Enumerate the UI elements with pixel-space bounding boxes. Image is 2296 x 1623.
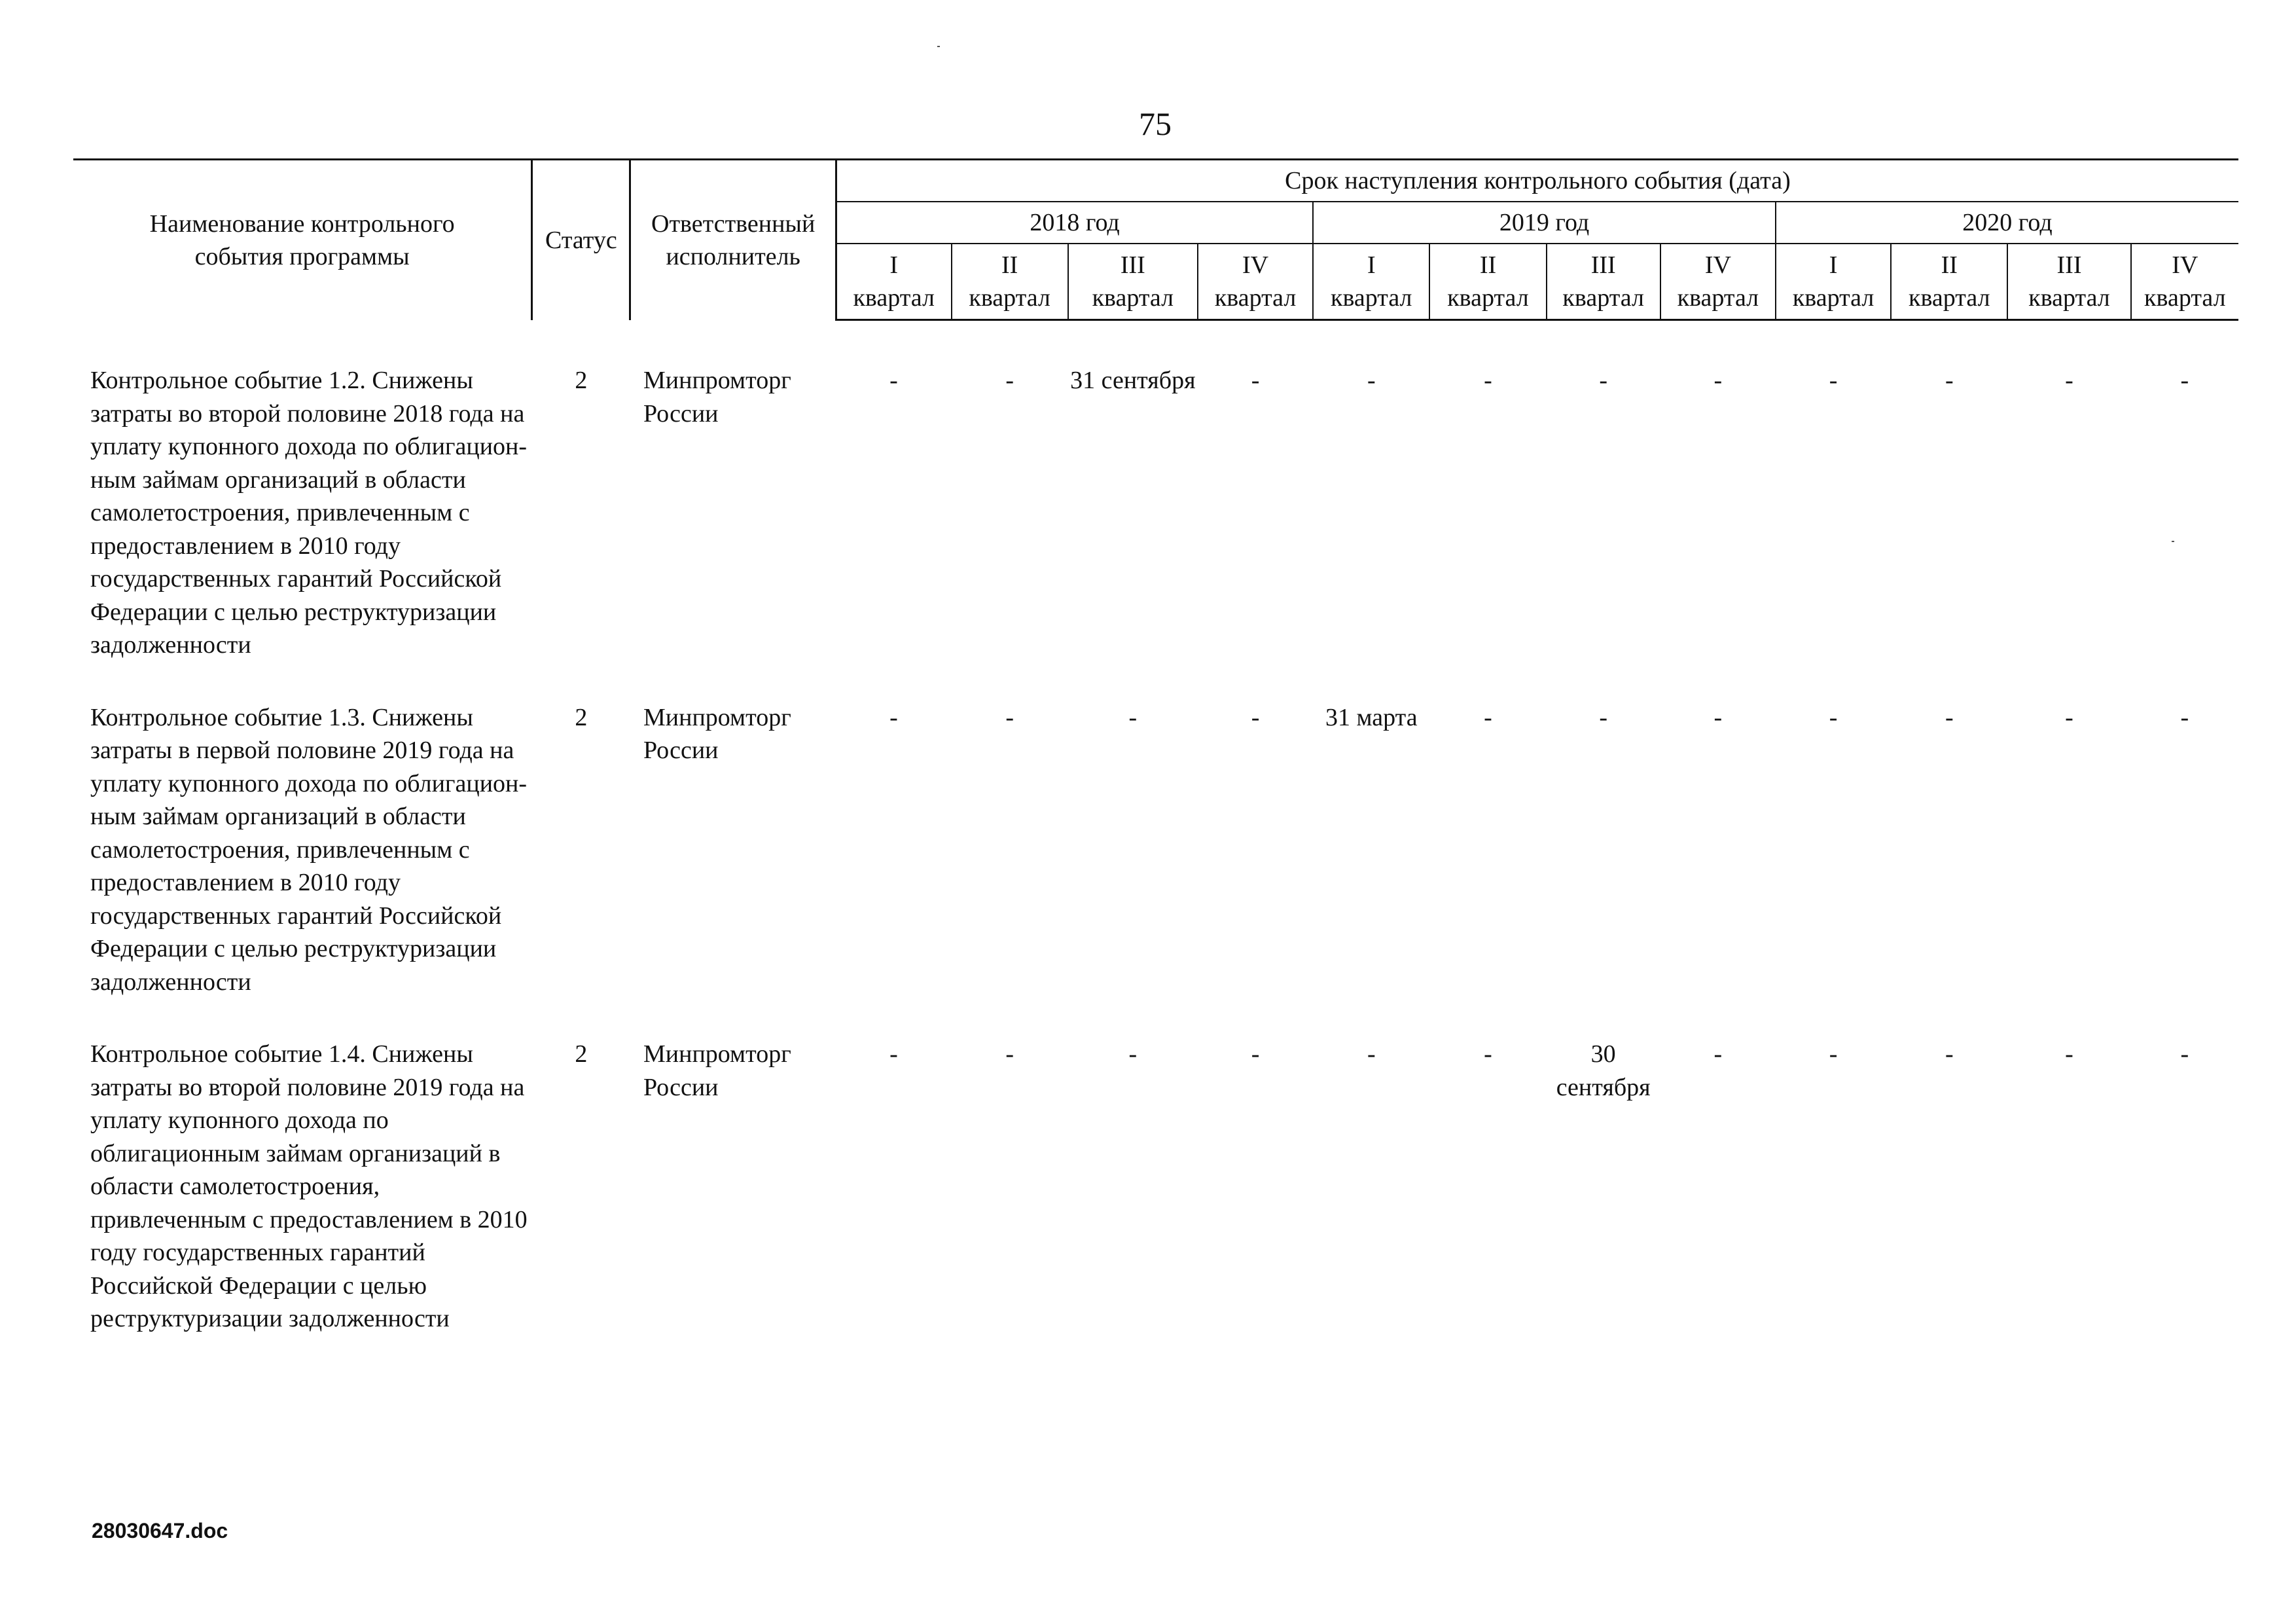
- quarter-numeral: II: [1479, 251, 1497, 279]
- spacer-cell: [73, 320, 2238, 365]
- table-body: [73, 320, 2238, 1375]
- quarter-numeral: I: [1829, 251, 1838, 279]
- quarter-value-cell: -: [1005, 703, 1014, 731]
- quarter-value-cell: -: [2180, 1040, 2189, 1068]
- quarter-word: квартал: [1331, 284, 1412, 312]
- control-events-table: [73, 158, 2238, 1375]
- quarter-value-cell: -: [1251, 367, 1260, 394]
- quarter-word: квартал: [1677, 284, 1759, 312]
- quarter-value-cell: -: [2065, 367, 2073, 394]
- quarter-value-cell: -: [1005, 367, 1014, 394]
- quarter-word: квартал: [1092, 284, 1174, 312]
- page-number: 75: [1139, 105, 1172, 142]
- quarter-header: [836, 244, 951, 320]
- quarter-header: [1891, 244, 2007, 320]
- quarter-numeral: II: [1001, 251, 1018, 279]
- quarter-value-cell: -: [2065, 703, 2073, 731]
- status-cell: 2: [575, 1040, 588, 1068]
- quarter-word: квартал: [1214, 284, 1297, 312]
- quarter-value-cell: -: [2180, 367, 2189, 394]
- quarter-numeral: II: [1941, 251, 1958, 279]
- quarter-word: квартал: [2144, 284, 2226, 312]
- quarter-value-cell: -: [1945, 703, 1954, 731]
- event-name-cell: Контрольное событие 1.3. Снижены затраты в первой половине 2019 года на уплату купонного дохода по облигацион-ным займам организаций в области самолетостроения, привлеченным с предоставлением в 2010 году государственных гарантий Российской Федерации с целью реструктуризации задолженности: [90, 703, 528, 996]
- table-row: [73, 701, 2238, 1038]
- quarter-value-cell: 31 марта: [1325, 703, 1418, 731]
- quarter-numeral: III: [1590, 251, 1616, 279]
- quarter-value-cell: -: [1945, 1040, 1954, 1068]
- quarter-value-cell: -: [1599, 367, 1607, 394]
- quarter-value-cell: -: [1713, 703, 1723, 731]
- quarter-header: [1198, 244, 1313, 320]
- quarter-word: квартал: [2028, 284, 2110, 312]
- quarter-value-cell: -: [1484, 1040, 1492, 1068]
- quarter-value-cell: -: [1367, 367, 1376, 394]
- quarter-value-cell: -: [1599, 703, 1607, 731]
- quarter-value-cell: -: [1128, 1040, 1138, 1068]
- event-name-cell: Контрольное событие 1.2. Снижены затраты во второй половине 2018 года на уплату купонного дохода по облигацион-ным займам организаций в области самолетостроения, привлеченным с предоставлением в 2010 году государственных гарантий Российской Федерации с целью реструктуризации задолженности: [90, 367, 528, 659]
- quarter-value-cell: -: [1829, 703, 1838, 731]
- quarter-numeral: III: [1120, 251, 1145, 279]
- quarter-value-cell: -: [889, 1040, 898, 1068]
- year-header: 2019 год: [1313, 202, 1776, 244]
- quarter-header: [1313, 244, 1429, 320]
- col-header-event-name: Наименование контрольного события программы: [73, 160, 532, 320]
- quarter-value-cell: -: [1367, 1040, 1376, 1068]
- quarter-value-cell: -: [1713, 367, 1723, 394]
- quarter-word: квартал: [969, 284, 1050, 312]
- quarter-value-cell: -: [1829, 1040, 1838, 1068]
- quarter-value-cell: -: [1005, 1040, 1014, 1068]
- quarter-header: [1547, 244, 1660, 320]
- event-name-cell: Контрольное событие 1.4. Снижены затраты во второй половине 2019 года на уплату купонного дохода по облигационным займам организаций в области самолетостроения, привлеченным с предоставлением в 2010 году государственных гарантий Российской Федерации с целью реструктуризации задолженности: [90, 1040, 528, 1332]
- quarter-value-cell: -: [2180, 703, 2189, 731]
- quarter-value-cell: -: [1484, 703, 1492, 731]
- quarter-value-cell: 31 сентября: [1070, 367, 1196, 394]
- quarter-numeral: III: [2056, 251, 2082, 279]
- quarter-word: квартал: [853, 284, 935, 312]
- quarter-header: [2007, 244, 2130, 320]
- status-cell: 2: [575, 367, 588, 394]
- quarter-value-cell: -: [889, 703, 898, 731]
- quarter-value-cell: -: [1945, 367, 1954, 394]
- quarter-numeral: I: [889, 251, 899, 279]
- quarter-value-cell: -: [1484, 367, 1492, 394]
- quarter-value-cell: -: [889, 367, 898, 394]
- quarter-header: [1660, 244, 1776, 320]
- quarter-value-cell: -: [1251, 703, 1260, 731]
- year-header: 2018 год: [836, 202, 1313, 244]
- header-row-main: [73, 160, 2238, 202]
- quarter-header: [1068, 244, 1198, 320]
- table-row: [73, 364, 2238, 701]
- executor-cell: Минпромторг России: [643, 703, 791, 764]
- year-header: 2020 год: [1776, 202, 2238, 244]
- quarter-value-cell: -: [1251, 1040, 1260, 1068]
- quarter-word: квартал: [1909, 284, 1990, 312]
- quarter-numeral: IV: [1242, 251, 1269, 279]
- quarter-numeral: I: [1367, 251, 1376, 279]
- quarter-value-cell: -: [1713, 1040, 1723, 1068]
- quarter-word: квартал: [1792, 284, 1874, 312]
- executor-cell: Минпромторг России: [643, 1040, 791, 1101]
- quarter-header: [1776, 244, 1891, 320]
- scan-speck: [937, 46, 940, 47]
- quarter-value-cell: -: [1128, 703, 1138, 731]
- status-cell: 2: [575, 703, 588, 731]
- quarter-word: квартал: [1447, 284, 1529, 312]
- col-header-deadline: Срок наступления контрольного события (дата): [836, 160, 2238, 202]
- quarter-word: квартал: [1562, 284, 1644, 312]
- quarter-numeral: IV: [1704, 251, 1731, 279]
- quarter-header: [1429, 244, 1546, 320]
- quarter-value-cell: -: [2065, 1040, 2073, 1068]
- quarter-numeral: IV: [2172, 251, 2198, 279]
- quarter-value-cell: 30 сентября: [1556, 1040, 1651, 1101]
- quarter-header: [952, 244, 1068, 320]
- executor-cell: Минпромторг России: [643, 367, 791, 428]
- quarter-header: [2131, 244, 2238, 320]
- col-header-executor: Ответственный исполнитель: [630, 160, 836, 320]
- document-code: 28030647.doc: [92, 1519, 228, 1542]
- col-header-status: Статус: [532, 160, 630, 320]
- quarter-value-cell: -: [1829, 367, 1838, 394]
- table-row: [73, 1038, 2238, 1375]
- spacer-row: [73, 320, 2238, 365]
